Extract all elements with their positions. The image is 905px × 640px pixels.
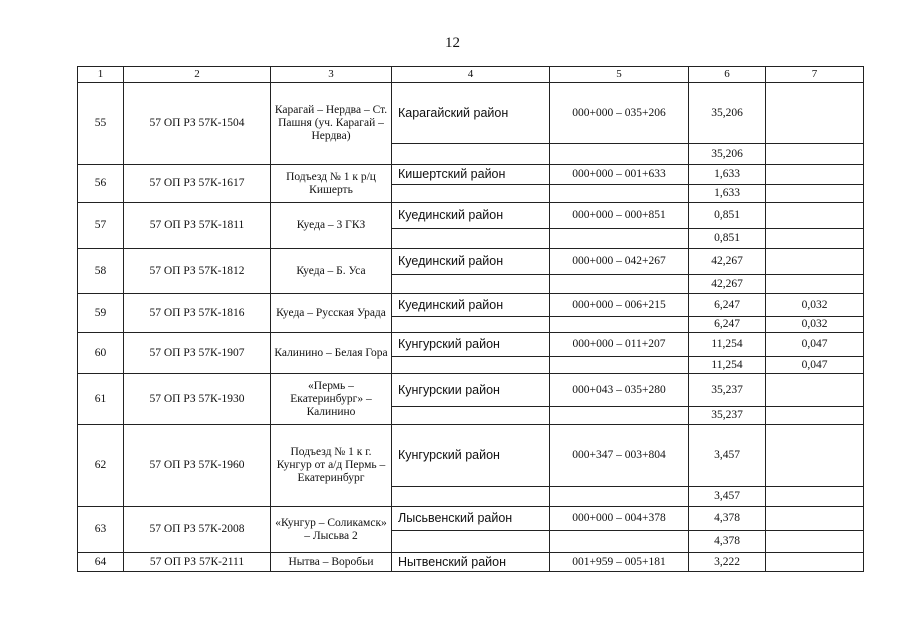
col7-value (766, 374, 864, 407)
header-cell: 5 (550, 67, 689, 83)
km-range: 000+000 – 035+206 (550, 83, 689, 144)
range-blank (550, 275, 689, 294)
range-blank (550, 144, 689, 165)
table-row (78, 374, 864, 407)
roads-table (77, 66, 864, 572)
district-blank (392, 357, 550, 374)
length-km: 3,457 (689, 425, 766, 487)
col7-value (766, 553, 864, 572)
total-length-km: 35,206 (689, 144, 766, 165)
road-code: 57 ОП РЗ 57К-1504 (124, 83, 271, 165)
table-row (78, 83, 864, 144)
length-km: 6,247 (689, 294, 766, 317)
length-km: 3,222 (689, 553, 766, 572)
km-range: 000+000 – 000+851 (550, 203, 689, 229)
km-range: 000+000 – 001+633 (550, 165, 689, 185)
header-cell: 2 (124, 67, 271, 83)
length-km: 4,378 (689, 507, 766, 531)
district: Куединский район (392, 203, 550, 229)
table-row (78, 553, 864, 572)
length-km: 1,633 (689, 165, 766, 185)
total-col7-value (766, 229, 864, 249)
length-km: 35,237 (689, 374, 766, 407)
km-range: 000+000 – 042+267 (550, 249, 689, 275)
road-code: 57 ОП РЗ 57К-1617 (124, 165, 271, 203)
length-km: 35,206 (689, 83, 766, 144)
road-name: Подъезд № 1 к р/ц Кишерть (271, 165, 392, 203)
district-blank (392, 275, 550, 294)
col7-value (766, 203, 864, 229)
header-cell: 4 (392, 67, 550, 83)
range-blank (550, 357, 689, 374)
total-col7-value (766, 531, 864, 553)
district-blank (392, 407, 550, 425)
total-length-km: 6,247 (689, 317, 766, 333)
col7-value (766, 83, 864, 144)
district: Кунгурскии район (392, 374, 550, 407)
district: Кунгурский район (392, 425, 550, 487)
page-number: 12 (445, 35, 460, 51)
row-number: 59 (78, 294, 124, 333)
road-name: Карагай – Нердва – Ст. Пашня (уч. Карагай – Нердва) (271, 83, 392, 165)
road-name: Подъезд № 1 к г. Кунгур от а/д Пермь – Екатеринбург (271, 425, 392, 507)
road-code: 57 ОП РЗ 57К-1960 (124, 425, 271, 507)
table-body (78, 83, 864, 572)
table-row (78, 165, 864, 185)
road-name: «Пермь – Екатеринбург» – Калинино (271, 374, 392, 425)
road-name: Куеда – Русская Урада (271, 294, 392, 333)
col7-value: 0,032 (766, 294, 864, 317)
district-blank (392, 531, 550, 553)
total-col7-value: 0,047 (766, 357, 864, 374)
district-blank (392, 229, 550, 249)
km-range: 000+000 – 004+378 (550, 507, 689, 531)
district-blank (392, 144, 550, 165)
header-cell: 1 (78, 67, 124, 83)
table-row (78, 425, 864, 487)
col7-value (766, 249, 864, 275)
col7-value (766, 507, 864, 531)
range-blank (550, 487, 689, 507)
total-col7-value: 0,032 (766, 317, 864, 333)
road-name: Калинино – Белая Гора (271, 333, 392, 374)
total-length-km: 1,633 (689, 185, 766, 203)
district: Нытвенский район (392, 553, 550, 572)
total-length-km: 0,851 (689, 229, 766, 249)
total-length-km: 3,457 (689, 487, 766, 507)
range-blank (550, 317, 689, 333)
table-row (78, 203, 864, 229)
district-blank (392, 185, 550, 203)
length-km: 11,254 (689, 333, 766, 357)
district-blank (392, 317, 550, 333)
road-name: Куеда – 3 ГКЗ (271, 203, 392, 249)
district: Кунгурский район (392, 333, 550, 357)
district: Лысьвенский район (392, 507, 550, 531)
row-number: 56 (78, 165, 124, 203)
row-number: 61 (78, 374, 124, 425)
road-code: 57 ОП РЗ 57К-1816 (124, 294, 271, 333)
table-row (78, 294, 864, 317)
road-code: 57 ОП РЗ 57К-1811 (124, 203, 271, 249)
range-blank (550, 407, 689, 425)
total-col7-value (766, 275, 864, 294)
row-number: 57 (78, 203, 124, 249)
total-length-km: 4,378 (689, 531, 766, 553)
length-km: 0,851 (689, 203, 766, 229)
table-row (78, 249, 864, 275)
row-number: 62 (78, 425, 124, 507)
district: Куединский район (392, 294, 550, 317)
km-range: 000+000 – 011+207 (550, 333, 689, 357)
km-range: 001+959 – 005+181 (550, 553, 689, 572)
range-blank (550, 229, 689, 249)
road-name: «Кунгур – Соликамск» – Лысьва 2 (271, 507, 392, 553)
total-col7-value (766, 144, 864, 165)
total-col7-value (766, 185, 864, 203)
road-name: Куеда – Б. Уса (271, 249, 392, 294)
road-code: 57 ОП РЗ 57К-2008 (124, 507, 271, 553)
table-row (78, 333, 864, 357)
district: Карагайский район (392, 83, 550, 144)
road-code: 57 ОП РЗ 57К-2111 (124, 553, 271, 572)
row-number: 64 (78, 553, 124, 572)
total-col7-value (766, 407, 864, 425)
total-length-km: 11,254 (689, 357, 766, 374)
row-number: 60 (78, 333, 124, 374)
range-blank (550, 531, 689, 553)
district: Куединский район (392, 249, 550, 275)
col7-value: 0,047 (766, 333, 864, 357)
district-blank (392, 487, 550, 507)
header-cell: 3 (271, 67, 392, 83)
total-col7-value (766, 487, 864, 507)
col7-value (766, 425, 864, 487)
row-number: 58 (78, 249, 124, 294)
km-range: 000+347 – 003+804 (550, 425, 689, 487)
header-cell: 7 (766, 67, 864, 83)
row-number: 55 (78, 83, 124, 165)
road-code: 57 ОП РЗ 57К-1930 (124, 374, 271, 425)
length-km: 42,267 (689, 249, 766, 275)
table-row (78, 507, 864, 531)
km-range: 000+043 – 035+280 (550, 374, 689, 407)
road-code: 57 ОП РЗ 57К-1812 (124, 249, 271, 294)
range-blank (550, 185, 689, 203)
row-number: 63 (78, 507, 124, 553)
km-range: 000+000 – 006+215 (550, 294, 689, 317)
col7-value (766, 165, 864, 185)
road-name: Нытва – Воробьи (271, 553, 392, 572)
total-length-km: 42,267 (689, 275, 766, 294)
header-row (78, 67, 864, 83)
total-length-km: 35,237 (689, 407, 766, 425)
header-cell: 6 (689, 67, 766, 83)
district: Кишертский район (392, 165, 550, 185)
road-code: 57 ОП РЗ 57К-1907 (124, 333, 271, 374)
